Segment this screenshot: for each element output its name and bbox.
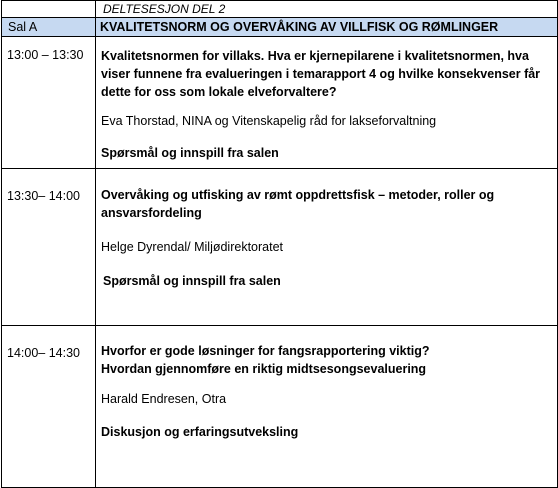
qa-note: Spørsmål og innspill fra salen xyxy=(103,274,281,288)
talk-title-secondary: Hvordan gjennomføre en riktig midtsesongsevaluering xyxy=(101,362,427,376)
session-row xyxy=(2,169,558,326)
session-time: 13:30– 14:00 xyxy=(2,169,96,326)
session-time: 13:00 – 13:30 xyxy=(2,37,96,169)
talk-title: Kvalitetsnormen for villaks. Hva er kjernepilarene i kvalitetsnormen, hva viser funnene fra evalueringen i temarapport 4 og hvilke konsekvenser får dette for oss som lokale elveforvaltere? xyxy=(101,49,541,99)
talk-title: Overvåking og utfisking av rømt oppdrettsfisk – metoder, roller og ansvarsfordeling xyxy=(101,188,495,220)
session-label: DELTESESJON DEL 2 xyxy=(96,1,558,18)
speaker: Harald Endresen, Otra xyxy=(101,392,227,406)
schedule-table xyxy=(1,0,558,488)
theme-title: KVALITETSNORM OG OVERVÅKING AV VILLFISK OG RØMLINGER xyxy=(96,18,558,37)
session-header-row xyxy=(2,1,558,18)
speaker: Eva Thorstad, NINA og Vitenskapelig råd for lakseforvaltning xyxy=(101,114,437,128)
room-label: Sal A xyxy=(2,18,96,37)
session-content xyxy=(96,37,558,169)
qa-note: Spørsmål og innspill fra salen xyxy=(101,146,279,160)
talk-title: Hvorfor er gode løsninger for fangsrapportering viktig? xyxy=(101,344,430,358)
session-row xyxy=(2,326,558,488)
speaker: Helge Dyrendal/ Miljødirektoratet xyxy=(101,240,284,254)
room-row xyxy=(2,18,558,37)
session-content xyxy=(96,326,558,488)
session-content xyxy=(96,169,558,326)
discussion-note: Diskusjon og erfaringsutveksling xyxy=(101,425,299,439)
session-row xyxy=(2,37,558,169)
session-time: 14:00– 14:30 xyxy=(2,326,96,488)
header-blank-cell xyxy=(2,1,96,18)
